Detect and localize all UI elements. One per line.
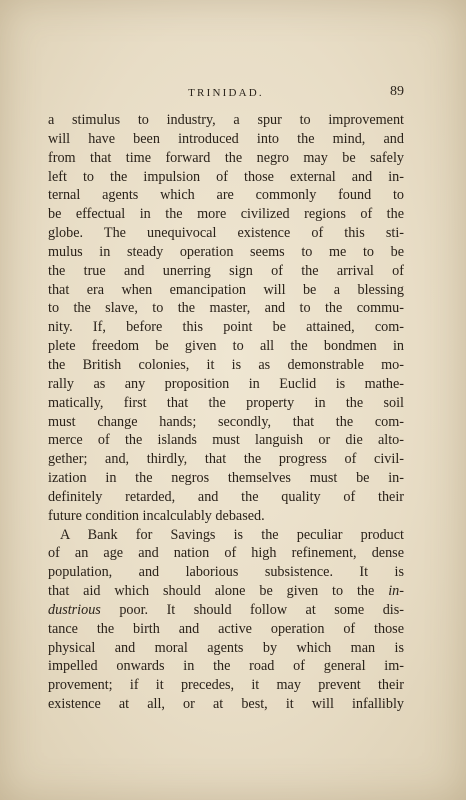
text-line: the British colonies, it is as demonstrable mo- [48,356,404,373]
text-line: will have been introduced into the mind, and [48,130,404,147]
text-line: plete freedom be given to all the bondmen in [48,338,404,355]
text-line: future condition incalculably debased. [48,507,265,524]
text-line: the true and unerring sign of the arrival of [48,262,404,279]
text-line: ternal agents which are commonly found to [48,187,404,204]
text-line: provement; if it precedes, it may prevent their [48,677,404,694]
text-segment: that aid which should alone be given to the [48,583,375,600]
italic-text: dustrious [48,601,101,618]
text-line: mulus in steady operation seems to me to be [48,243,404,260]
text-line: gether; and, thirdly, that the progress of civil- [48,451,404,468]
text-line: A Bank for Savings is the peculiar product [60,526,404,543]
text-line: existence at all, or at best, it will infallibly [48,696,404,713]
italic-text: in- [388,583,404,600]
text-line: ization in the negros themselves must be in- [48,470,404,487]
text-line: definitely retarded, and the quality of their [48,488,404,505]
text-line: of an age and nation of high refinement, dense [48,545,404,562]
text-line-with-italic [48,582,404,601]
body-text [48,111,404,714]
text-line: be effectual in the more civilized regions of the [48,206,404,223]
text-line: matically, first that the property in the soil [48,394,404,411]
text-line: rally as any proposition in Euclid is mathe- [48,375,404,392]
text-line: globe. The unequivocal existence of this sti- [48,225,404,242]
text-line: nity. If, before this point be attained, com- [48,319,404,336]
page-number: 89 [390,84,404,99]
text-line: tance the birth and active operation of those [48,620,404,637]
running-title: TRINIDAD. [188,87,264,99]
text-line: that era when emancipation will be a blessing [48,281,404,298]
text-line: from that time forward the negro may be safely [48,149,404,166]
text-line: population, and laborious subsistence. It is [48,564,404,581]
text-line: must change hands; secondly, that the com- [48,413,404,430]
text-segment: poor. It should follow at some dis- [119,601,404,618]
text-line: physical and moral agents by which man is [48,639,404,656]
text-line: left to the impulsion of those external and in- [48,168,404,185]
text-line: to the slave, to the master, and to the commu- [48,300,404,317]
text-line-with-italic [48,601,404,620]
text-line: a stimulus to industry, a spur to improvement [48,112,404,128]
page-header [48,84,404,102]
text-line: impelled onwards in the road of general im- [48,658,404,675]
text-line: merce of the islands must languish or die alto- [48,432,404,449]
